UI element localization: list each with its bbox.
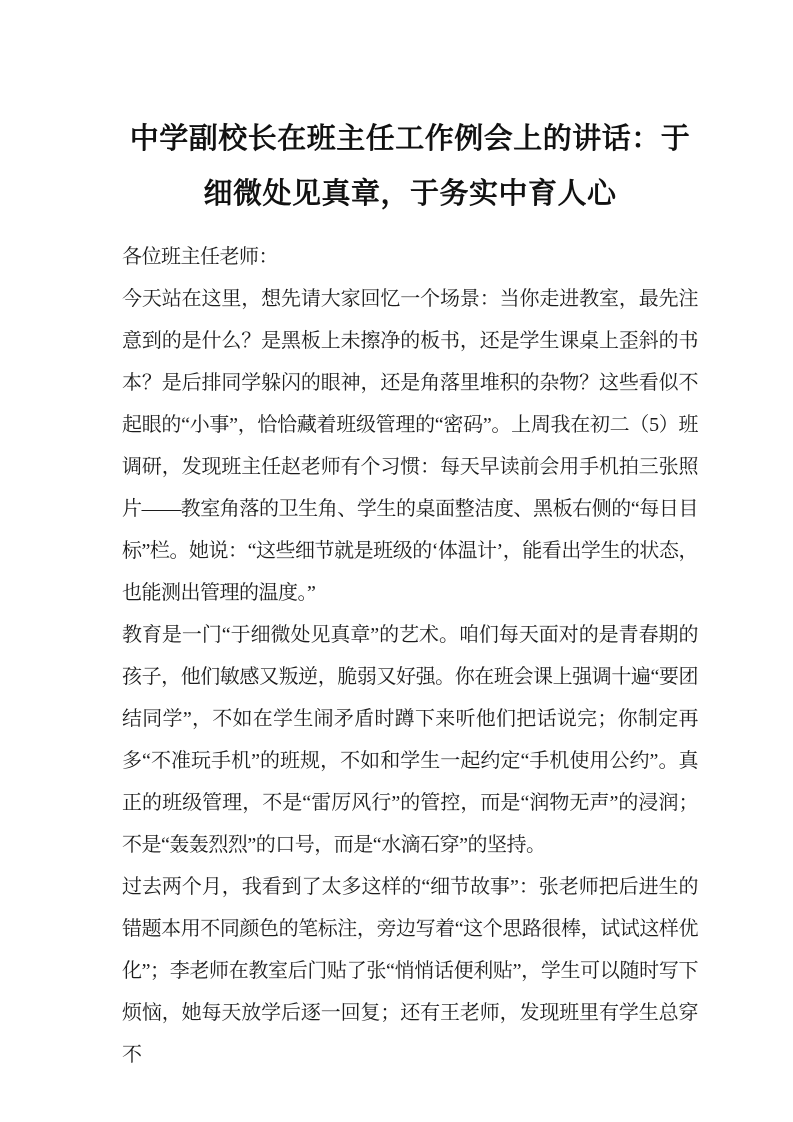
salutation-paragraph: 各位班主任老师： [122, 246, 278, 268]
paragraph-scene-recall: 今天站在这里，想先请大家回忆一个场景：当你走进教室，最先注意到的是什么？是黑板上未擦净的板书，还是学生课桌上歪斜的书本？是后排同学躲闪的眼神，还是角落里堆积的杂物？这些看似不起眼的“小事”，恰恰藏着班级管理的“密码”。上周我在初二（5）班调研，发现班主任赵老师有个习惯：每天早读前会用手机拍三张照片——教室角落的卫生角、学生的桌面整洁度、黑板右侧的“每日目标”栏。她说：“这些细节就是班级的‘体温计’，能看出学生的状态，也能测出管理的温度。” [122, 288, 698, 604]
document-title: 中学副校长在班主任工作例会上的讲话：于细微处见真章，于务实中育人心 [129, 123, 691, 210]
paragraph-education-art: 教育是一门“于细微处见真章”的艺术。咱们每天面对的是青春期的孩子，他们敏感又叛逆，脆弱又好强。你在班会课上强调十遍“要团结同学”，不如在学生闹矛盾时蹲下来听他们把话说完；你制定再多“不准玩手机”的班规，不如和学生一起约定“手机使用公约”。真正的班级管理，不是“雷厉风行”的管控，而是“润物无声”的浸润；不是“轰轰烈烈”的口号，而是“水滴石穿”的坚持。 [122, 624, 698, 856]
paragraph-detail-stories: 过去两个月，我看到了太多这样的“细节故事”：张老师把后进生的错题本用不同颜色的笔标注，旁边写着“这个思路很棒，试试这样优化”；李老师在教室后门贴了张“悄悄话便利贴”，学生可以随时写下烦恼，她每天放学后逐一回复；还有王老师，发现班里有学生总穿不 [122, 876, 698, 1066]
